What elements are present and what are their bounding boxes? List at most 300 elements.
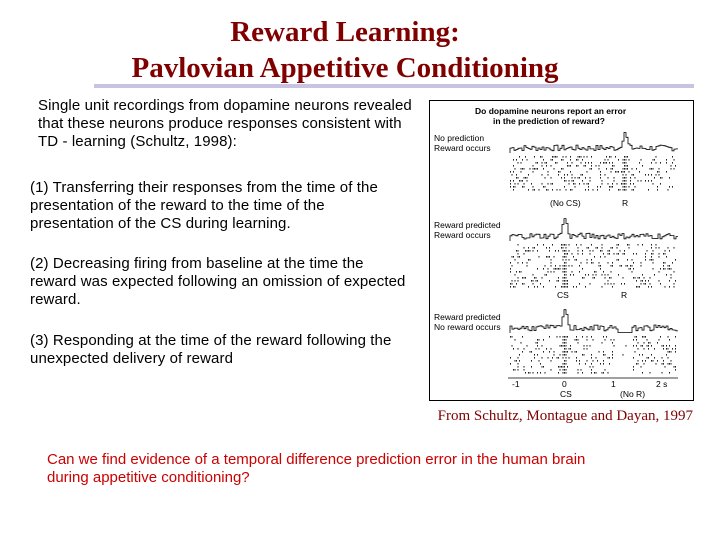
spike-dot	[593, 274, 594, 276]
spike-dot	[630, 183, 631, 185]
spike-dot	[623, 180, 624, 182]
spike-dot	[560, 268, 561, 270]
spike-dot	[611, 283, 612, 285]
spike-dot	[543, 286, 544, 288]
spike-dot	[516, 283, 517, 285]
spike-dot	[629, 186, 630, 188]
spike-dot	[567, 174, 568, 176]
tick-1: 1	[611, 379, 616, 389]
spike-dot	[639, 277, 640, 279]
spike-dot	[576, 159, 577, 161]
spike-dot	[669, 250, 670, 252]
spike-dot	[636, 286, 637, 288]
spike-dot	[572, 177, 573, 179]
spike-dot	[629, 244, 630, 246]
spike-dot	[513, 180, 514, 182]
point-1: (1) Transferring their responses from the time of the presentation of the reward to the time of the presentation of the CS during learning.	[30, 179, 378, 232]
spike-dot	[602, 274, 603, 276]
spike-dot	[638, 286, 639, 288]
spike-dot	[528, 174, 529, 176]
spike-dot	[554, 351, 555, 353]
spike-dot	[642, 280, 643, 282]
spike-dot	[630, 180, 631, 182]
spike-dot	[569, 357, 570, 359]
point-3: (3) Responding at the time of the reward following the unexpected delivery of reward	[30, 332, 392, 367]
spike-dot	[528, 250, 529, 252]
spike-dot	[581, 174, 582, 176]
spike-dot	[525, 250, 526, 252]
spike-dot	[656, 363, 657, 365]
spike-dot	[593, 262, 594, 264]
panel3-histogram	[510, 310, 678, 333]
spike-dot	[666, 348, 667, 350]
spike-dot	[636, 339, 637, 341]
panel2-label-1: Reward predicted	[434, 220, 501, 230]
spike-dot	[518, 183, 519, 185]
spike-dot	[653, 168, 654, 170]
spike-dot	[575, 339, 576, 341]
spike-dot	[638, 244, 639, 246]
spike-dot	[612, 186, 613, 188]
spike-dot	[527, 180, 528, 182]
spike-dot	[542, 165, 543, 167]
spike-dot	[522, 283, 523, 285]
spike-dot	[537, 268, 538, 270]
spike-dot	[659, 280, 660, 282]
spike-dot	[573, 274, 574, 276]
spike-dot	[585, 189, 586, 191]
panel3-label-2: No reward occurs	[434, 322, 501, 332]
spike-dot	[668, 265, 669, 267]
spike-dot	[516, 271, 517, 273]
spike-dot	[564, 271, 565, 273]
spike-dot	[663, 268, 664, 270]
spike-dot	[561, 345, 562, 347]
spike-dot	[648, 345, 649, 347]
spike-dot	[554, 256, 555, 258]
spike-dot	[669, 345, 670, 347]
spike-dot	[564, 180, 565, 182]
spike-dot	[575, 259, 576, 261]
spike-dot	[618, 274, 619, 276]
spike-dot	[566, 156, 567, 158]
spike-dot	[533, 250, 534, 252]
spike-dot	[570, 189, 571, 191]
spike-dot	[605, 277, 606, 279]
spike-dot	[612, 168, 613, 170]
spike-dot	[566, 274, 567, 276]
spike-dot	[564, 256, 565, 258]
spike-dot	[593, 339, 594, 341]
spike-dot	[623, 168, 624, 170]
spike-dot	[629, 268, 630, 270]
spike-dot	[518, 280, 519, 282]
spike-dot	[566, 372, 567, 374]
spike-dot	[569, 250, 570, 252]
spike-dot	[552, 159, 553, 161]
spike-dot	[587, 156, 588, 158]
spike-dot	[611, 156, 612, 158]
spike-dot	[600, 171, 601, 173]
spike-dot	[540, 363, 541, 365]
spike-dot	[557, 162, 558, 164]
spike-dot	[617, 247, 618, 249]
spike-dot	[578, 250, 579, 252]
spike-dot	[585, 286, 586, 288]
spike-dot	[578, 247, 579, 249]
spike-dot	[657, 342, 658, 344]
tick-0: 0	[562, 379, 567, 389]
spike-dot	[591, 156, 592, 158]
spike-dot	[522, 159, 523, 161]
spike-dot	[576, 259, 577, 261]
spike-dot	[566, 363, 567, 365]
spike-dot	[519, 256, 520, 258]
spike-dot	[516, 250, 517, 252]
spike-dot	[599, 351, 600, 353]
spike-dot	[522, 336, 523, 338]
panel3-raster	[510, 336, 676, 374]
spike-dot	[555, 265, 556, 267]
spike-dot	[551, 348, 552, 350]
spike-dot	[590, 283, 591, 285]
spike-dot	[510, 262, 511, 264]
spike-dot	[672, 186, 673, 188]
spike-dot	[531, 360, 532, 362]
spike-dot	[651, 354, 652, 356]
spike-dot	[576, 339, 577, 341]
figure-heading-1: Do dopamine neurons report an error	[475, 106, 627, 116]
spike-dot	[536, 342, 537, 344]
spike-dot	[651, 168, 652, 170]
spike-dot	[563, 283, 564, 285]
spike-dot	[615, 156, 616, 158]
spike-dot	[558, 357, 559, 359]
spike-dot	[563, 369, 564, 371]
spike-dot	[608, 372, 609, 374]
spike-dot	[650, 342, 651, 344]
spike-dot	[623, 277, 624, 279]
spike-dot	[531, 351, 532, 353]
spike-dot	[543, 339, 544, 341]
spike-dot	[651, 259, 652, 261]
spike-dot	[669, 363, 670, 365]
spike-dot	[585, 162, 586, 164]
spike-dot	[645, 253, 646, 255]
spike-dot	[614, 283, 615, 285]
spike-dot	[579, 183, 580, 185]
spike-dot	[570, 159, 571, 161]
spike-dot	[602, 244, 603, 246]
spike-dot	[533, 165, 534, 167]
spike-dot	[557, 280, 558, 282]
spike-dot	[546, 256, 547, 258]
spike-dot	[563, 156, 564, 158]
spike-dot	[558, 280, 559, 282]
spike-dot	[618, 189, 619, 191]
spike-dot	[594, 372, 595, 374]
spike-dot	[650, 372, 651, 374]
spike-dot	[569, 165, 570, 167]
spike-dot	[561, 247, 562, 249]
spike-dot	[614, 177, 615, 179]
spike-dot	[612, 354, 613, 356]
spike-dot	[522, 262, 523, 264]
spike-dot	[515, 186, 516, 188]
spike-dot	[663, 265, 664, 267]
spike-dot	[515, 360, 516, 362]
spike-dot	[554, 268, 555, 270]
spike-dot	[528, 259, 529, 261]
spike-dot	[546, 274, 547, 276]
spike-dot	[659, 256, 660, 258]
spike-dot	[587, 262, 588, 264]
spike-dot	[591, 259, 592, 261]
spike-dot	[662, 177, 663, 179]
spike-dot	[642, 274, 643, 276]
spike-dot	[635, 351, 636, 353]
spike-dot	[635, 177, 636, 179]
spike-dot	[563, 354, 564, 356]
spike-dot	[575, 351, 576, 353]
spike-dot	[561, 286, 562, 288]
spike-dot	[567, 162, 568, 164]
spike-dot	[609, 189, 610, 191]
spike-dot	[564, 336, 565, 338]
spike-dot	[566, 277, 567, 279]
spike-dot	[653, 183, 654, 185]
spike-dot	[665, 286, 666, 288]
spike-dot	[618, 259, 619, 261]
spike-dot	[566, 357, 567, 359]
spike-dot	[569, 244, 570, 246]
spike-dot	[555, 156, 556, 158]
spike-dot	[669, 265, 670, 267]
spike-dot	[582, 354, 583, 356]
spike-dot	[626, 174, 627, 176]
spike-dot	[669, 186, 670, 188]
spike-dot	[534, 247, 535, 249]
spike-dot	[612, 262, 613, 264]
spike-dot	[576, 286, 577, 288]
spike-dot	[623, 171, 624, 173]
spike-dot	[531, 280, 532, 282]
spike-dot	[554, 156, 555, 158]
spike-dot	[605, 369, 606, 371]
spike-dot	[578, 342, 579, 344]
spike-dot	[560, 171, 561, 173]
spike-dot	[528, 372, 529, 374]
spike-dot	[534, 168, 535, 170]
spike-dot	[651, 244, 652, 246]
spike-dot	[512, 345, 513, 347]
spike-dot	[548, 268, 549, 270]
spike-dot	[555, 286, 556, 288]
spike-dot	[599, 165, 600, 167]
spike-dot	[581, 369, 582, 371]
spike-dot	[533, 372, 534, 374]
spike-dot	[515, 274, 516, 276]
spike-dot	[564, 268, 565, 270]
spike-dot	[563, 277, 564, 279]
spike-dot	[581, 244, 582, 246]
spike-dot	[563, 256, 564, 258]
spike-dot	[570, 165, 571, 167]
spike-dot	[626, 156, 627, 158]
spike-dot	[629, 247, 630, 249]
spike-dot	[626, 168, 627, 170]
spike-dot	[588, 183, 589, 185]
spike-dot	[522, 186, 523, 188]
spike-dot	[584, 345, 585, 347]
panel2-cs-label: CS	[557, 290, 569, 300]
spike-dot	[537, 345, 538, 347]
spike-dot	[606, 156, 607, 158]
spike-dot	[528, 247, 529, 249]
spike-dot	[612, 286, 613, 288]
spike-dot	[557, 156, 558, 158]
panel1-raster	[510, 156, 676, 191]
spike-dot	[569, 259, 570, 261]
spike-dot	[564, 354, 565, 356]
spike-dot	[588, 247, 589, 249]
spike-dot	[621, 183, 622, 185]
spike-dot	[590, 168, 591, 170]
spike-dot	[584, 354, 585, 356]
spike-dot	[591, 168, 592, 170]
spike-dot	[618, 244, 619, 246]
spike-dot	[510, 357, 511, 359]
spike-dot	[521, 271, 522, 273]
spike-dot	[639, 162, 640, 164]
spike-dot	[609, 357, 610, 359]
spike-dot	[630, 268, 631, 270]
spike-dot	[624, 165, 625, 167]
spike-dot	[660, 336, 661, 338]
spike-dot	[563, 351, 564, 353]
spike-dot	[669, 280, 670, 282]
spike-dot	[627, 168, 628, 170]
spike-dot	[519, 180, 520, 182]
spike-dot	[626, 186, 627, 188]
spike-dot	[545, 372, 546, 374]
spike-dot	[561, 177, 562, 179]
spike-dot	[578, 339, 579, 341]
spike-dot	[603, 336, 604, 338]
spike-dot	[585, 165, 586, 167]
spike-dot	[659, 339, 660, 341]
spike-dot	[591, 363, 592, 365]
spike-dot	[633, 183, 634, 185]
spike-dot	[651, 256, 652, 258]
spike-dot	[611, 168, 612, 170]
spike-dot	[551, 262, 552, 264]
spike-dot	[536, 280, 537, 282]
spike-dot	[534, 156, 535, 158]
spike-dot	[624, 162, 625, 164]
spike-dot	[513, 171, 514, 173]
spike-dot	[545, 162, 546, 164]
spike-dot	[563, 372, 564, 374]
spike-dot	[671, 268, 672, 270]
intro-text: Single unit recordings from dopamine neurons revealed that these neurons produce responses consistent with TD - learning (Schultz, 1998):	[38, 97, 412, 150]
spike-dot	[633, 357, 634, 359]
spike-dot	[521, 342, 522, 344]
spike-dot	[513, 256, 514, 258]
spike-dot	[569, 183, 570, 185]
spike-dot	[623, 189, 624, 191]
spike-dot	[567, 283, 568, 285]
spike-dot	[546, 189, 547, 191]
spike-dot	[525, 372, 526, 374]
spike-dot	[656, 162, 657, 164]
spike-dot	[539, 189, 540, 191]
spike-dot	[558, 171, 559, 173]
spike-dot	[606, 168, 607, 170]
spike-dot	[551, 369, 552, 371]
spike-dot	[527, 250, 528, 252]
spike-dot	[522, 277, 523, 279]
spike-dot	[632, 189, 633, 191]
spike-dot	[665, 250, 666, 252]
spike-dot	[582, 159, 583, 161]
spike-dot	[563, 250, 564, 252]
spike-dot	[566, 247, 567, 249]
spike-dot	[549, 336, 550, 338]
spike-dot	[638, 360, 639, 362]
spike-dot	[608, 250, 609, 252]
spike-dot	[638, 277, 639, 279]
spike-dot	[645, 280, 646, 282]
spike-dot	[606, 162, 607, 164]
spike-dot	[569, 265, 570, 267]
spike-dot	[632, 168, 633, 170]
spike-dot	[624, 253, 625, 255]
spike-dot	[603, 372, 604, 374]
spike-dot	[669, 372, 670, 374]
spike-dot	[671, 351, 672, 353]
spike-dot	[641, 265, 642, 267]
spike-dot	[564, 265, 565, 267]
spike-dot	[593, 277, 594, 279]
spike-dot	[597, 360, 598, 362]
spike-dot	[638, 342, 639, 344]
spike-dot	[633, 277, 634, 279]
spike-dot	[656, 244, 657, 246]
spike-dot	[531, 366, 532, 368]
spike-dot	[599, 262, 600, 264]
spike-dot	[648, 286, 649, 288]
spike-dot	[627, 244, 628, 246]
spike-dot	[626, 183, 627, 185]
spike-dot	[510, 336, 511, 338]
dopamine-response-figure	[429, 100, 694, 401]
spike-dot	[603, 253, 604, 255]
spike-dot	[611, 339, 612, 341]
spike-dot	[566, 286, 567, 288]
spike-dot	[630, 265, 631, 267]
spike-dot	[563, 357, 564, 359]
spike-dot	[627, 259, 628, 261]
figure-heading-2: in the prediction of reward?	[493, 116, 605, 126]
spike-dot	[558, 174, 559, 176]
spike-dot	[602, 183, 603, 185]
spike-dot	[671, 363, 672, 365]
spike-dot	[659, 168, 660, 170]
spike-dot	[557, 189, 558, 191]
spike-dot	[566, 262, 567, 264]
spike-dot	[629, 159, 630, 161]
